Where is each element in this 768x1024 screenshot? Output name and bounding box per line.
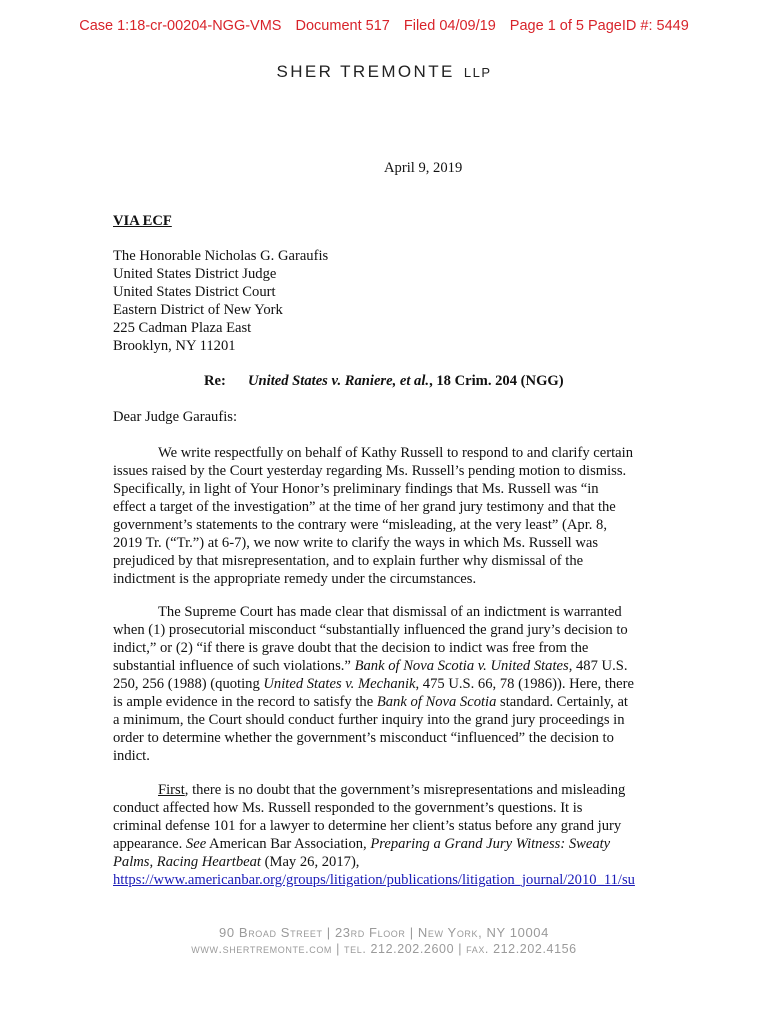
page-info: Page 1 of 5 PageID #: 5449 (509, 18, 689, 34)
paragraph-line (113, 835, 658, 853)
text-run: standard. Certainly, at (496, 694, 628, 711)
filed-date: Filed 04/09/19 (403, 18, 496, 34)
text-run: appearance. (113, 836, 186, 853)
paragraph-line: indictment is the appropriate remedy under the circumstances. (113, 571, 477, 588)
signal-italic: See (185, 836, 207, 853)
case-citation: , 18 Crim. 204 (NGG) (429, 373, 564, 389)
paragraph-line (113, 871, 658, 889)
aba-article-link[interactable]: https://www.americanbar.org/groups/litigation/publications/litigation_journal/2010_11/su (113, 872, 635, 889)
case-citation-italic: Bank of Nova Scotia (376, 694, 497, 711)
footer-address: 90 Broad Street | 23rd Floor | New York, NY 10004 (219, 925, 549, 940)
paragraph-3 (113, 781, 658, 889)
paragraph-line: a minimum, the Court should conduct further inquiry into the grand jury proceedings in (113, 712, 625, 729)
address-line: United States District Court (113, 283, 276, 300)
paragraph-1 (113, 444, 658, 588)
paragraph-line: Specifically, in light of Your Honor’s preliminary findings that Ms. Russell was “in (113, 481, 599, 498)
paragraph-2 (113, 603, 658, 765)
document-number: Document 517 (295, 18, 390, 34)
article-title-italic: Preparing a Grand Jury Witness: Sweaty (370, 836, 611, 853)
footer-contact: www.shertremonte.com | tel. 212.202.2600 | fax. 212.202.4156 (191, 942, 577, 956)
paragraph-line: effect a target of the investigation” at the time of her grand jury testimony and that the (113, 499, 616, 516)
underlined-heading: First (158, 782, 185, 798)
paragraph-line: issues raised by the Court yesterday regarding Ms. Russell’s pending motion to dismiss. (113, 463, 627, 480)
paragraph-line (113, 781, 658, 799)
text-run: (May 26, 2017), (260, 854, 360, 871)
text-run: , there is no doubt that the government’s misrepresentations and misleading (184, 782, 626, 798)
paragraph-line: government’s statements to the contrary were “misleading, at the very least” (Apr. 8, (113, 517, 607, 534)
paragraph-line (113, 675, 658, 693)
paragraph-line: conduct affected how Ms. Russell responded to the government’s questions. It is (113, 800, 583, 817)
case-number: Case 1:18-cr-00204-NGG-VMS (79, 18, 282, 34)
paragraph-line: criminal defense 101 for a lawyer to determine her client’s status before any grand jury (113, 818, 622, 835)
paragraph-line: 2019 Tr. (“Tr.”) at 6-7), we now write to clarify the ways in which Ms. Russell was (113, 535, 599, 552)
delivery-method: VIA ECF (113, 213, 172, 229)
salutation: Dear Judge Garaufis: (113, 409, 237, 425)
address-line: United States District Judge (113, 265, 277, 282)
firm-name: SHER TREMONTE (276, 62, 455, 81)
address-line: 225 Cadman Plaza East (113, 319, 252, 336)
text-run: American Bar Association, (206, 836, 371, 853)
letterhead (0, 62, 768, 82)
paragraph-line: when (1) prosecutorial misconduct “substantially influenced the grand jury’s decision to (113, 622, 628, 639)
firm-suffix: LLP (463, 65, 492, 80)
text-run: is ample evidence in the record to satisfy the (113, 694, 377, 711)
case-citation-italic: United States v. Mechanik (263, 676, 416, 693)
paragraph-line: The Supreme Court has made clear that dismissal of an indictment is warranted (158, 604, 622, 620)
paragraph-line (113, 693, 658, 711)
recipient-address (113, 248, 328, 355)
case-citation-italic: Bank of Nova Scotia v. United States (354, 658, 569, 675)
text-run: 250, 256 (1988) (quoting (113, 676, 264, 693)
case-caption: United States v. Raniere, et al. (248, 373, 430, 389)
re-line (204, 373, 564, 390)
paragraph-line (113, 657, 658, 675)
address-line: The Honorable Nicholas G. Garaufis (113, 248, 329, 264)
paragraph-line (113, 853, 658, 871)
text-run: , 487 U.S. (568, 658, 628, 675)
address-line: Eastern District of New York (113, 301, 283, 318)
address-line: Brooklyn, NY 11201 (113, 337, 236, 354)
court-filing-header (0, 18, 768, 34)
letter-date: April 9, 2019 (384, 160, 463, 176)
text-run: substantial influence of such violations.” (113, 658, 355, 675)
re-label: Re: (204, 373, 226, 389)
paragraph-line: prejudiced by that misrepresentation, and to explain further why dismissal of the (113, 553, 584, 570)
article-title-italic: Palms, Racing Heartbeat (113, 854, 261, 871)
text-run: , 475 U.S. 66, 78 (1986)). Here, there (415, 676, 634, 693)
paragraph-line: order to determine whether the government’s misconduct “influenced” the decision to (113, 730, 614, 747)
paragraph-line: We write respectfully on behalf of Kathy Russell to respond to and clarify certain (158, 445, 633, 461)
paragraph-line: indict. (113, 748, 150, 765)
paragraph-line: indict,” or (2) “if there is grave doubt that the decision to indict was free from the (113, 640, 589, 657)
